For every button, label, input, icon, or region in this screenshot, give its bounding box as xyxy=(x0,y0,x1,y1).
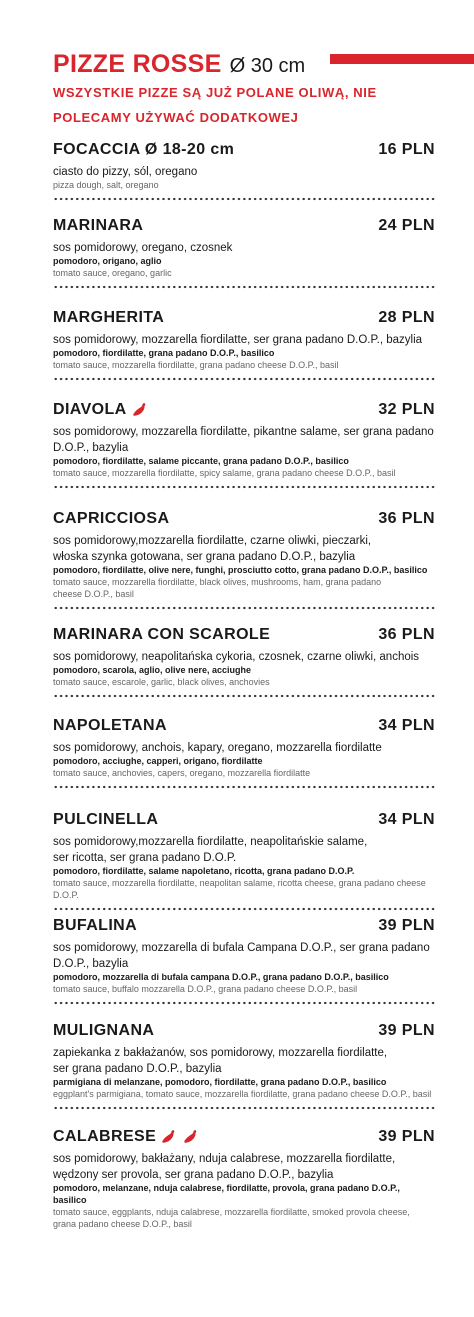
item-price: 39 PLN xyxy=(378,1128,435,1145)
chili-pepper-icon xyxy=(182,1128,200,1146)
menu-item xyxy=(53,1124,435,1230)
dotted-divider xyxy=(53,606,435,610)
item-price: 34 PLN xyxy=(378,811,435,828)
description-english: pizza dough, salt, oregano xyxy=(53,180,159,190)
description-polish: sos pomidorowy,mozzarella fiordilatte, neapolitańskie salame, xyxy=(53,836,368,848)
item-name-text: MARINARA CON SCAROLE xyxy=(53,626,271,643)
description-english: eggplant's parmigiana, tomato sauce, mozzarella fiordilatte, grana padano cheese D.O.P., basil xyxy=(53,1089,432,1099)
menu-header xyxy=(53,50,453,129)
description-italian: pomodoro, origano, aglio xyxy=(53,256,162,266)
dotted-divider xyxy=(53,285,435,289)
description-italian: pomodoro, fiordilatte, olive nere, funghi, prosciutto cotto, grana padano D.O.P., basilico xyxy=(53,565,428,575)
description-polish: wędzony ser provola, ser grana padano D.O.P., bazylia xyxy=(53,1169,334,1181)
item-header xyxy=(53,807,435,833)
item-price: 32 PLN xyxy=(378,401,435,418)
menu-item xyxy=(53,807,435,911)
item-price: 36 PLN xyxy=(378,626,435,643)
item-name-text: NAPOLETANA xyxy=(53,717,167,734)
chili-pepper-icon xyxy=(131,401,149,419)
menu-item xyxy=(53,305,435,381)
item-name-text: DIAVOLA xyxy=(53,401,127,418)
item-price: 36 PLN xyxy=(378,510,435,527)
menu-item xyxy=(53,1018,435,1110)
item-name xyxy=(53,811,158,829)
item-name xyxy=(53,217,143,235)
description-english: grana padano cheese D.O.P., basil xyxy=(53,1219,192,1229)
description-english: tomato sauce, buffalo mozzarella D.O.P., grana padano cheese D.O.P., basil xyxy=(53,984,358,994)
description-italian: parmigiana di melanzane, pomodoro, fiordilatte, grana padano D.O.P., basilico xyxy=(53,1077,387,1087)
description-polish: D.O.P., bazylia xyxy=(53,958,129,970)
item-name-text: CAPRICCIOSA xyxy=(53,510,170,527)
section-title: PIZZE ROSSE xyxy=(53,50,222,78)
description-english: cheese D.O.P., basil xyxy=(53,589,134,599)
item-name-text: FOCACCIA Ø 18-20 cm xyxy=(53,141,235,158)
item-header xyxy=(53,305,435,331)
menu-item xyxy=(53,506,435,610)
oil-note-line-2: POLECAMY UŻYWAĆ DODATKOWEJ xyxy=(53,110,299,125)
dotted-divider xyxy=(53,1001,435,1005)
description-italian: pomodoro, melanzane, nduja calabrese, fiordilatte, provola, grana padano D.O.P., basilico xyxy=(53,1183,400,1205)
menu-item xyxy=(53,913,435,1005)
description-polish: sos pomidorowy, bakłażany, nduja calabrese, mozzarella fiordilatte, xyxy=(53,1153,396,1165)
description-english: tomato sauce, eggplants, nduja calabrese, mozzarella fiordilatte, smoked provola cheese, xyxy=(53,1207,410,1217)
item-name xyxy=(53,510,169,528)
description-italian: pomodoro, mozzarella di bufala campana D.O.P., grana padano D.O.P., basilico xyxy=(53,972,389,982)
menu-item xyxy=(53,713,435,789)
item-name-text: CALABRESE xyxy=(53,1128,157,1145)
item-header xyxy=(53,713,435,739)
description-english: tomato sauce, escarole, garlic, black olives, anchovies xyxy=(53,677,270,687)
item-header xyxy=(53,397,435,423)
dotted-divider xyxy=(53,485,435,489)
description-italian: pomodoro, fiordilatte, salame napoletano, ricotta, grana padano D.O.P. xyxy=(53,866,355,876)
description-italian: pomodoro, acciughe, capperi, origano, fiordilatte xyxy=(53,756,263,766)
menu-item xyxy=(53,213,435,289)
description-italian: pomodoro, scarola, aglio, olive nere, acciughe xyxy=(53,665,252,675)
item-name-text: PULCINELLA xyxy=(53,811,159,828)
description-english: tomato sauce, mozzarella fiordilatte, grana padano cheese D.O.P., basil xyxy=(53,360,339,370)
description-polish: sos pomidorowy, mozzarella fiordilatte, pikantne salame, ser grana padano xyxy=(53,426,434,438)
item-header xyxy=(53,622,435,648)
description-italian: pomodoro, fiordilatte, grana padano D.O.P., basilico xyxy=(53,348,275,358)
item-name-text: MARGHERITA xyxy=(53,309,165,326)
item-price: 16 PLN xyxy=(378,141,435,158)
dotted-divider xyxy=(53,1106,435,1110)
dotted-divider xyxy=(53,197,435,201)
description-polish: sos pomidorowy, mozzarella fiordilatte, ser grana padano D.O.P., bazylia xyxy=(53,334,423,346)
description-polish: włoska szynka gotowana, ser grana padano D.O.P., bazylia xyxy=(53,551,356,563)
description-english: tomato sauce, mozzarella fiordilatte, spicy salame, grana padano cheese D.O.P., basil xyxy=(53,468,396,478)
item-header xyxy=(53,1124,435,1150)
description-english: tomato sauce, oregano, garlic xyxy=(53,268,172,278)
item-header xyxy=(53,506,435,532)
description-english: tomato sauce, mozzarella fiordilatte, black olives, mushrooms, ham, grana padano xyxy=(53,577,382,587)
dotted-divider xyxy=(53,377,435,381)
menu-item xyxy=(53,137,435,201)
title-row xyxy=(53,50,453,79)
item-price: 24 PLN xyxy=(378,217,435,234)
item-name-text: MULIGNANA xyxy=(53,1022,155,1039)
item-price: 39 PLN xyxy=(378,917,435,934)
description-italian: pomodoro, fiordilatte, salame piccante, grana padano D.O.P., basilico xyxy=(53,456,349,466)
item-header xyxy=(53,1018,435,1044)
description-polish: sos pomidorowy, mozzarella di bufala Campana D.O.P., ser grana padano xyxy=(53,942,430,954)
description-polish: ciasto do pizzy, sól, oregano xyxy=(53,166,198,178)
description-polish: zapiekanka z bakłażanów, sos pomidorowy, mozzarella fiordilatte, xyxy=(53,1047,388,1059)
menu-item xyxy=(53,622,435,698)
item-name-text: MARINARA xyxy=(53,217,144,234)
description-english: tomato sauce, anchovies, capers, oregano, mozzarella fiordilatte xyxy=(53,768,311,778)
description-polish: sos pomidorowy, anchois, kapary, oregano, mozzarella fiordilatte xyxy=(53,742,382,754)
item-name xyxy=(53,1022,154,1040)
item-price: 39 PLN xyxy=(378,1022,435,1039)
item-name xyxy=(53,309,164,327)
oil-note-line-1: WSZYSTKIE PIZZE SĄ JUŻ POLANE OLIWĄ, NIE xyxy=(53,85,377,100)
chili-pepper-icon xyxy=(160,1128,178,1146)
description-polish: ser ricotta, ser grana padano D.O.P. xyxy=(53,852,237,864)
item-name xyxy=(53,717,167,735)
description-english: tomato sauce, mozzarella fiordilatte, neapolitan salame, ricotta cheese, grana padano cheese D.O.P. xyxy=(53,878,426,900)
description-polish: sos pomidorowy, oregano, czosnek xyxy=(53,242,233,254)
item-header xyxy=(53,213,435,239)
item-name-text: BUFALINA xyxy=(53,917,138,934)
item-price: 28 PLN xyxy=(378,309,435,326)
item-name xyxy=(53,1128,200,1146)
description-polish: sos pomidorowy,mozzarella fiordilatte, czarne oliwki, pieczarki, xyxy=(53,535,372,547)
description-polish: ser grana padano D.O.P., bazylia xyxy=(53,1063,222,1075)
item-name xyxy=(53,141,234,159)
item-name xyxy=(53,917,137,935)
pizza-size: Ø 30 cm xyxy=(229,55,306,77)
item-header xyxy=(53,137,435,163)
item-name xyxy=(53,401,149,419)
dotted-divider xyxy=(53,694,435,698)
item-price: 34 PLN xyxy=(378,717,435,734)
item-header xyxy=(53,913,435,939)
item-name xyxy=(53,626,270,644)
description-polish: D.O.P., bazylia xyxy=(53,442,129,454)
menu-item xyxy=(53,397,435,489)
description-polish: sos pomidorowy, neapolitańska cykoria, czosnek, czarne oliwki, anchois xyxy=(53,651,420,663)
dotted-divider xyxy=(53,907,435,911)
dotted-divider xyxy=(53,785,435,789)
